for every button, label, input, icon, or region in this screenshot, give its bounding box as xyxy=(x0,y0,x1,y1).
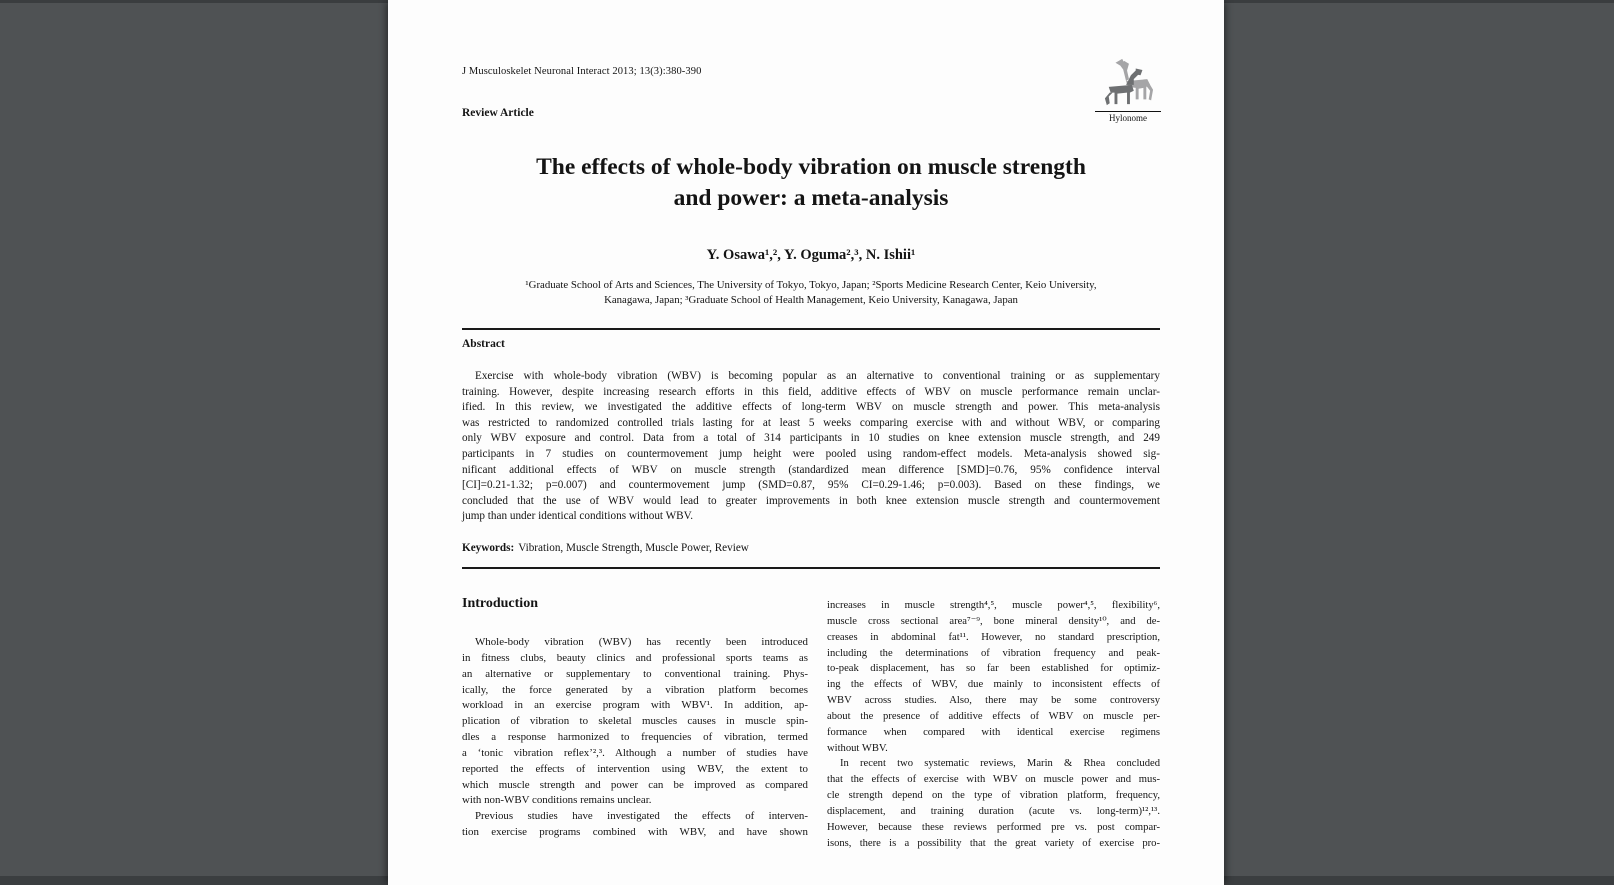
text-line: nificant additional effects of WBV on muscle strength (standardized mean difference [SMD]=0.76, 95% confidence interval xyxy=(462,463,1160,476)
text-line: plication of vibration to skeletal muscles causes in muscle spin- xyxy=(462,715,808,728)
document-page xyxy=(388,0,1224,885)
text-line: tion exercise programs combined with WBV, and have shown xyxy=(462,826,808,839)
publisher-logo-caption: Hylonome xyxy=(1095,111,1161,123)
text-line: creases in abdominal fat¹¹. However, no standard prescription, xyxy=(827,631,1160,643)
article-title xyxy=(462,152,1160,214)
section-heading-introduction: Introduction xyxy=(462,596,538,611)
text-line: concluded that the use of WBV would lead to greater improvements in both knee extension muscle strength and countermovement xyxy=(462,494,1160,507)
text-line: and power: a meta-analysis xyxy=(673,185,949,211)
text-line: was restricted to randomized controlled trials lasting for at least 5 weeks comparing exercise with and without WBV, or comparing xyxy=(462,416,1160,429)
text-line: Kanagawa, Japan; ³Graduate School of Health Management, Keio University, Kanagawa, Japan xyxy=(604,293,1018,306)
text-line: dles a response harmonized to frequencies of vibration, termed xyxy=(462,731,808,744)
hylonome-centaur-icon xyxy=(1097,57,1159,109)
divider-rule-bottom xyxy=(462,567,1160,569)
text-line: which muscle strength and power can be improved as compared xyxy=(462,778,808,791)
text-line: Whole-body vibration (WBV) has recently been introduced xyxy=(475,636,808,648)
text-line: training. However, despite increasing research efforts in this field, additive effects of WBV on muscle performance remain unclar- xyxy=(462,385,1160,398)
text-line: to-peak displacement, has so far been established for optimiz- xyxy=(827,663,1160,675)
text-line: that the effects of exercise with WBV on muscle power and mus- xyxy=(827,774,1160,786)
divider-rule-top xyxy=(462,328,1160,330)
authors-line: Y. Osawa¹,², Y. Oguma²,³, N. Ishii¹ xyxy=(706,247,916,263)
text-line: only WBV exposure and control. Data from a total of 314 participants in 10 studies on knee extension muscle strength, and 249 xyxy=(462,432,1160,445)
text-line: WBV across studies. Also, there may be some controversy xyxy=(827,695,1160,707)
text-line: reported the effects of intervention using WBV, the extent to xyxy=(462,762,808,775)
text-line: about the presence of additive effects of WBV on muscle per- xyxy=(827,710,1160,722)
keywords-line xyxy=(462,542,749,554)
abstract-heading: Abstract xyxy=(462,338,505,350)
article-type-label: Review Article xyxy=(462,107,534,119)
text-line: workload in an exercise program with WBV¹. In addition, ap- xyxy=(462,699,808,712)
text-line: formance when compared with identical exercise regimens xyxy=(827,726,1160,738)
text-line: jump than under identical conditions without WBV. xyxy=(462,510,694,523)
keywords-value: Vibration, Muscle Strength, Muscle Power, Review xyxy=(518,542,749,554)
text-line: an alternative or supplementary to conventional training. Phys- xyxy=(462,667,808,680)
publisher-logo xyxy=(1095,57,1161,123)
text-line: ified. In this review, we investigated the additive effects of long-term WBV on muscle strength and power. This meta-analysis xyxy=(462,401,1160,414)
intro-right-column xyxy=(827,598,1160,852)
text-line: a ‘tonic vibration reflex’²,³. Although a number of studies have xyxy=(462,746,808,759)
paragraph xyxy=(827,598,1160,756)
text-line: in fitness clubs, beauty clinics and professional sports teams as xyxy=(462,651,808,664)
abstract-text xyxy=(462,369,1160,525)
text-line: Exercise with whole-body vibration (WBV) is becoming popular as an alternative to conventional training or as supplementary xyxy=(475,370,1160,382)
text-line: The effects of whole-body vibration on muscle strength xyxy=(536,154,1086,180)
text-line: In recent two systematic reviews, Marin & Rhea concluded xyxy=(840,758,1160,770)
paragraph xyxy=(462,635,808,809)
paragraph xyxy=(462,369,1160,525)
text-line: with non-WBV conditions remains unclear. xyxy=(462,794,652,807)
text-line: displacement, and training duration (acute vs. long-term)¹²,¹³. xyxy=(827,805,1160,817)
affiliations xyxy=(462,278,1160,307)
text-line: without WBV. xyxy=(827,742,888,754)
text-line: participants in 7 studies on countermovement jump height were pooled using random-effect models. Meta-analysis showed sig- xyxy=(462,447,1160,460)
paragraph xyxy=(462,809,808,841)
text-line: Previous studies have investigated the effects of interven- xyxy=(475,810,808,823)
journal-citation: J Musculoskelet Neuronal Interact 2013; 13(3):380-390 xyxy=(462,66,702,77)
paragraph xyxy=(827,756,1160,851)
text-line: cle strength depend on the type of vibration platform, frequency, xyxy=(827,790,1160,802)
text-line: muscle cross sectional area⁷⁻⁹, bone mineral density¹⁰, and de- xyxy=(827,615,1160,627)
text-line: However, because these reviews performed pre vs. post compar- xyxy=(827,821,1160,833)
text-line: ically, the force generated by a vibration platform becomes xyxy=(462,683,808,696)
text-line: isons, there is a possibility that the great variety of exercise pro- xyxy=(827,837,1160,849)
text-line: increases in muscle strength⁴,⁵, muscle power⁴,⁵, flexibility⁶, xyxy=(827,600,1160,611)
text-line: including the determinations of vibration frequency and peak- xyxy=(827,647,1160,659)
text-line: ing the effects of WBV, due mainly to inconsistent effects of xyxy=(827,679,1160,691)
intro-left-column xyxy=(462,635,808,841)
text-line: [CI]=0.21-1.32; p=0.007) and countermovement jump (SMD=0.87, 95% CI=0.29-1.46; p=0.003). Based on these findings, we xyxy=(462,479,1160,492)
keywords-label: Keywords: xyxy=(462,542,515,554)
text-line: ¹Graduate School of Arts and Sciences, The University of Tokyo, Tokyo, Japan; ²Sports Medicine Research Center, Keio University, xyxy=(525,279,1097,291)
